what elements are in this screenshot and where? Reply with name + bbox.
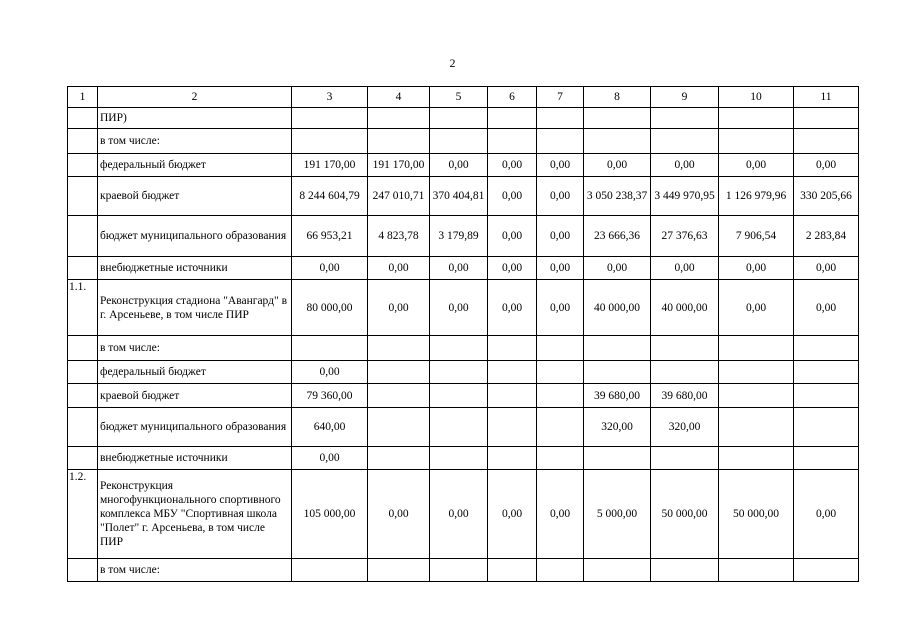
- value-cell: [368, 336, 430, 361]
- item-name-cell: внебюджетные источники: [98, 447, 292, 470]
- item-name-cell: Реконструкция стадиона "Авангард" в г. Арсеньеве, в том числе ПИР: [98, 280, 292, 336]
- value-cell: 330 205,66: [794, 177, 859, 216]
- item-name-cell: в том числе:: [98, 559, 292, 582]
- value-cell: [651, 336, 719, 361]
- row-number-cell: 1.2.: [68, 470, 98, 559]
- item-name-cell: внебюджетные источники: [98, 257, 292, 280]
- value-cell: [537, 361, 584, 384]
- value-cell: [368, 108, 430, 129]
- row-number-cell: [68, 384, 98, 408]
- row-number-cell: [68, 361, 98, 384]
- value-cell: 0,00: [368, 280, 430, 336]
- header-cell: 1: [68, 87, 98, 108]
- item-name-cell: краевой бюджет: [98, 177, 292, 216]
- value-cell: [430, 361, 488, 384]
- table-row: [68, 447, 859, 470]
- value-cell: 66 953,21: [292, 216, 368, 257]
- header-cell: 11: [794, 87, 859, 108]
- item-name-cell: краевой бюджет: [98, 384, 292, 408]
- value-cell: 0,00: [719, 280, 794, 336]
- value-cell: [651, 447, 719, 470]
- value-cell: 0,00: [794, 470, 859, 559]
- value-cell: 0,00: [537, 280, 584, 336]
- table-row: [68, 216, 859, 257]
- value-cell: [537, 447, 584, 470]
- value-cell: [368, 559, 430, 582]
- value-cell: 0,00: [537, 154, 584, 177]
- value-cell: [719, 559, 794, 582]
- value-cell: [368, 361, 430, 384]
- value-cell: [651, 108, 719, 129]
- table-row: [68, 108, 859, 129]
- value-cell: 1 126 979,96: [719, 177, 794, 216]
- value-cell: 0,00: [537, 470, 584, 559]
- item-name-cell: федеральный бюджет: [98, 361, 292, 384]
- value-cell: [292, 108, 368, 129]
- row-number-cell: [68, 559, 98, 582]
- value-cell: [430, 559, 488, 582]
- value-cell: [794, 108, 859, 129]
- row-number-cell: [68, 216, 98, 257]
- row-number-cell: [68, 257, 98, 280]
- value-cell: 2 283,84: [794, 216, 859, 257]
- value-cell: 3 050 238,37: [584, 177, 651, 216]
- value-cell: [651, 559, 719, 582]
- value-cell: 0,00: [794, 257, 859, 280]
- table-row: [68, 470, 859, 559]
- header-cell: 6: [488, 87, 537, 108]
- row-number-cell: [68, 336, 98, 361]
- item-name-cell: в том числе:: [98, 129, 292, 154]
- item-name-cell: в том числе:: [98, 336, 292, 361]
- value-cell: [794, 336, 859, 361]
- table-row: [68, 384, 859, 408]
- value-cell: 39 680,00: [651, 384, 719, 408]
- value-cell: [537, 408, 584, 447]
- value-cell: [651, 129, 719, 154]
- value-cell: [537, 129, 584, 154]
- value-cell: 0,00: [488, 280, 537, 336]
- value-cell: 320,00: [584, 408, 651, 447]
- row-number-cell: [68, 129, 98, 154]
- header-cell: 3: [292, 87, 368, 108]
- value-cell: [292, 559, 368, 582]
- value-cell: [719, 408, 794, 447]
- value-cell: 191 170,00: [292, 154, 368, 177]
- value-cell: [719, 108, 794, 129]
- value-cell: 7 906,54: [719, 216, 794, 257]
- value-cell: 0,00: [488, 177, 537, 216]
- table-row: [68, 408, 859, 447]
- row-number-cell: [68, 108, 98, 129]
- value-cell: 80 000,00: [292, 280, 368, 336]
- value-cell: 320,00: [651, 408, 719, 447]
- value-cell: [368, 447, 430, 470]
- value-cell: [584, 129, 651, 154]
- value-cell: 0,00: [794, 154, 859, 177]
- row-number-cell: [68, 177, 98, 216]
- value-cell: 0,00: [430, 154, 488, 177]
- table-row: [68, 177, 859, 216]
- value-cell: 105 000,00: [292, 470, 368, 559]
- value-cell: [584, 108, 651, 129]
- value-cell: [368, 408, 430, 447]
- row-number-cell: [68, 154, 98, 177]
- table-row: [68, 129, 859, 154]
- value-cell: 0,00: [584, 154, 651, 177]
- value-cell: [794, 129, 859, 154]
- value-cell: 40 000,00: [651, 280, 719, 336]
- header-cell: 2: [98, 87, 292, 108]
- value-cell: 50 000,00: [651, 470, 719, 559]
- value-cell: 0,00: [794, 280, 859, 336]
- value-cell: 0,00: [292, 447, 368, 470]
- value-cell: [537, 559, 584, 582]
- value-cell: [651, 361, 719, 384]
- value-cell: 0,00: [368, 470, 430, 559]
- value-cell: 0,00: [430, 280, 488, 336]
- value-cell: [430, 108, 488, 129]
- value-cell: [488, 129, 537, 154]
- value-cell: 0,00: [488, 470, 537, 559]
- value-cell: 0,00: [537, 257, 584, 280]
- value-cell: [794, 559, 859, 582]
- value-cell: 0,00: [651, 257, 719, 280]
- item-name-cell: Реконструкция многофункционального спортивного комплекса МБУ "Спортивная школа "Полет" г. Арсеньева, в том числе ПИР: [98, 470, 292, 559]
- value-cell: [292, 129, 368, 154]
- value-cell: 3 449 970,95: [651, 177, 719, 216]
- value-cell: 8 244 604,79: [292, 177, 368, 216]
- header-cell: 5: [430, 87, 488, 108]
- value-cell: 79 360,00: [292, 384, 368, 408]
- value-cell: [488, 108, 537, 129]
- value-cell: 39 680,00: [584, 384, 651, 408]
- value-cell: 0,00: [584, 257, 651, 280]
- table-row: [68, 336, 859, 361]
- value-cell: 0,00: [719, 154, 794, 177]
- value-cell: [488, 447, 537, 470]
- item-name-cell: федеральный бюджет: [98, 154, 292, 177]
- value-cell: [794, 447, 859, 470]
- page-number: 2: [449, 56, 456, 70]
- value-cell: [719, 447, 794, 470]
- value-cell: [430, 129, 488, 154]
- value-cell: 50 000,00: [719, 470, 794, 559]
- value-cell: 0,00: [292, 361, 368, 384]
- table-row: [68, 280, 859, 336]
- row-number-cell: [68, 408, 98, 447]
- header-cell: 9: [651, 87, 719, 108]
- value-cell: [719, 361, 794, 384]
- header-cell: 8: [584, 87, 651, 108]
- value-cell: [719, 384, 794, 408]
- value-cell: [488, 384, 537, 408]
- header-cell: 10: [719, 87, 794, 108]
- value-cell: [584, 559, 651, 582]
- value-cell: 0,00: [537, 177, 584, 216]
- value-cell: 0,00: [651, 154, 719, 177]
- value-cell: 0,00: [537, 216, 584, 257]
- header-cell: 4: [368, 87, 430, 108]
- table-row: [68, 361, 859, 384]
- value-cell: 640,00: [292, 408, 368, 447]
- value-cell: 27 376,63: [651, 216, 719, 257]
- item-name-cell: бюджет муниципального образования: [98, 408, 292, 447]
- value-cell: [368, 384, 430, 408]
- value-cell: 23 666,36: [584, 216, 651, 257]
- value-cell: 0,00: [430, 257, 488, 280]
- value-cell: 0,00: [368, 257, 430, 280]
- item-name-cell: бюджет муниципального образования: [98, 216, 292, 257]
- value-cell: [584, 336, 651, 361]
- value-cell: 0,00: [292, 257, 368, 280]
- value-cell: [794, 361, 859, 384]
- value-cell: [537, 384, 584, 408]
- header-cell: 7: [537, 87, 584, 108]
- value-cell: 191 170,00: [368, 154, 430, 177]
- value-cell: 5 000,00: [584, 470, 651, 559]
- value-cell: [488, 408, 537, 447]
- budget-table: [67, 86, 859, 582]
- value-cell: [794, 384, 859, 408]
- value-cell: [794, 408, 859, 447]
- value-cell: [537, 108, 584, 129]
- value-cell: 0,00: [488, 257, 537, 280]
- value-cell: [584, 447, 651, 470]
- value-cell: [537, 336, 584, 361]
- value-cell: [488, 361, 537, 384]
- value-cell: 40 000,00: [584, 280, 651, 336]
- value-cell: [719, 129, 794, 154]
- header-row: [68, 87, 859, 108]
- table-row: [68, 559, 859, 582]
- value-cell: 247 010,71: [368, 177, 430, 216]
- value-cell: [430, 336, 488, 361]
- value-cell: [430, 384, 488, 408]
- value-cell: 0,00: [488, 154, 537, 177]
- value-cell: [488, 559, 537, 582]
- table-row: [68, 154, 859, 177]
- row-number-cell: [68, 447, 98, 470]
- value-cell: 0,00: [719, 257, 794, 280]
- value-cell: 4 823,78: [368, 216, 430, 257]
- value-cell: [430, 408, 488, 447]
- value-cell: [488, 336, 537, 361]
- row-number-cell: 1.1.: [68, 280, 98, 336]
- value-cell: 0,00: [430, 470, 488, 559]
- budget-table-body: [68, 87, 859, 582]
- value-cell: [368, 129, 430, 154]
- value-cell: 3 179,89: [430, 216, 488, 257]
- value-cell: [584, 361, 651, 384]
- item-name-cell: ПИР): [98, 108, 292, 129]
- value-cell: [430, 447, 488, 470]
- value-cell: 370 404,81: [430, 177, 488, 216]
- value-cell: [719, 336, 794, 361]
- value-cell: 0,00: [488, 216, 537, 257]
- table-row: [68, 257, 859, 280]
- value-cell: [292, 336, 368, 361]
